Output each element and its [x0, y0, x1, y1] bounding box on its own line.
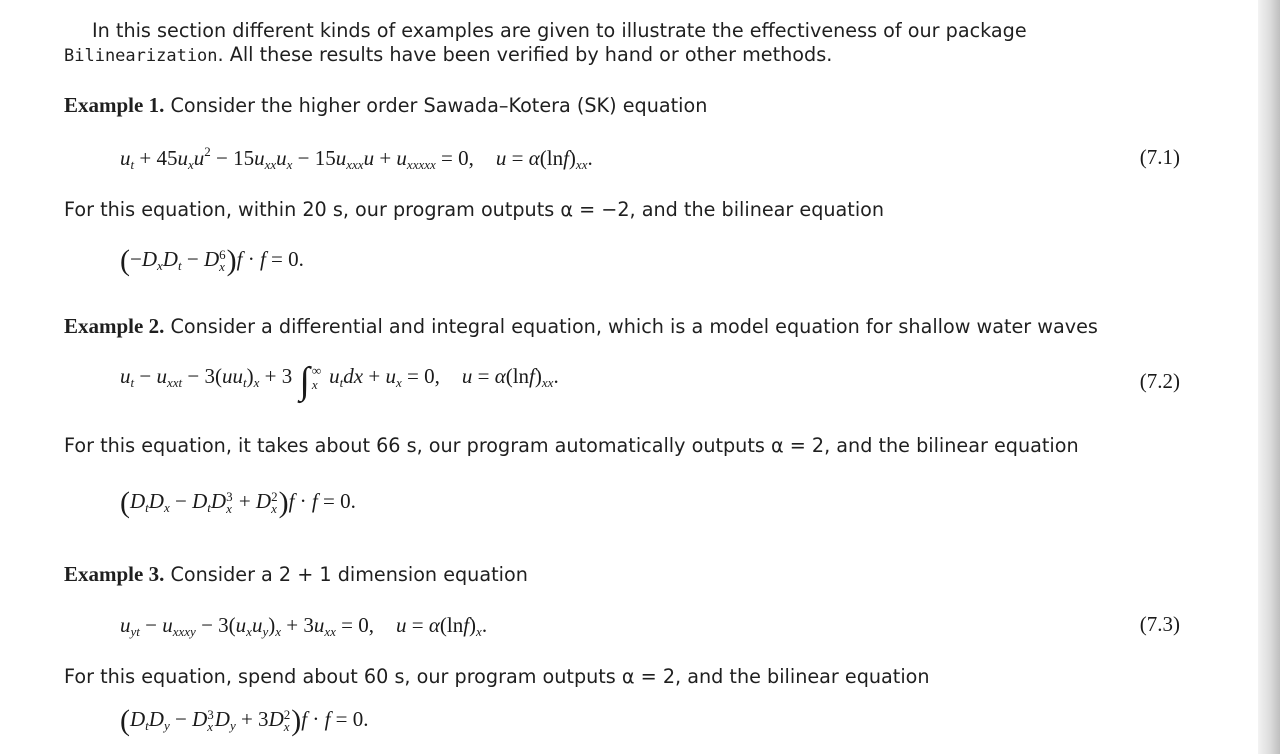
equation-number-7-3: (7.3)	[1139, 612, 1180, 636]
example-3-heading: Example 3.	[64, 562, 165, 586]
equation-7-1: $u_t + 45u_xu^2 - 15u_{xx}u_x - 15u_{xxx}u + u_{xxxxx} = 0$, $u = \alpha(\ln f)_{xx}$.	[120, 144, 593, 172]
equation-7-2: $u_t - u_{xxt} - 3(uu_t)_x + 3$ ∫ ∞ x $u_tdx + u_x = 0$, $u = \alpha(\ln f)_{xx}$.	[120, 360, 559, 402]
example-1-result: For this equation, within 20 s, our program outputs α = −2, and the bilinear equation	[64, 198, 885, 221]
example-2-description: Consider a differential and integral equation, which is a model equation for shallow water waves	[170, 315, 1098, 338]
intro-text-before: In this section different kinds of examples are given to illustrate the effectiveness of our package	[92, 19, 1027, 42]
example-3-statement	[64, 562, 1184, 587]
bilinear-equation-1: ($-D_xD_t - D$ 6 x )f · f = 0.	[120, 244, 304, 277]
equation-number-7-1: (7.1)	[1139, 145, 1180, 169]
bilinear-equation-2: ($D_tD_x - D_tD$ 3 x + D 2 x )f · f = 0.	[120, 486, 356, 519]
example-1-statement	[64, 93, 1184, 118]
example-1-description: Consider the higher order Sawada–Kotera (SK) equation	[170, 94, 708, 117]
example-3-description: Consider a 2 + 1 dimension equation	[170, 563, 528, 586]
package-name: Bilinearization	[64, 46, 218, 66]
intro-paragraph	[64, 19, 1184, 68]
equation-number-7-2: (7.2)	[1139, 369, 1180, 393]
example-2-heading: Example 2.	[64, 314, 165, 338]
example-1-heading: Example 1.	[64, 93, 165, 117]
example-3-result: For this equation, spend about 60 s, our program outputs α = 2, and the bilinear equation	[64, 665, 930, 688]
page-edge-shadow	[1258, 0, 1280, 754]
example-2-statement	[64, 314, 1184, 339]
example-2-result: For this equation, it takes about 66 s, our program automatically outputs α = 2, and the bilinear equation	[64, 434, 1079, 457]
equation-7-3: $u_{yt} - u_{xxxy} - 3(u_xu_y)_x + 3u_{xx} = 0$, $u = \alpha(\ln f)_x$.	[120, 613, 488, 639]
intro-text-after: . All these results have been verified by hand or other methods.	[217, 43, 833, 66]
bilinear-equation-3: ($D_tD_y - D$ 3 x $D_y + 3D$ 2 x )f · f = 0.	[120, 704, 369, 737]
